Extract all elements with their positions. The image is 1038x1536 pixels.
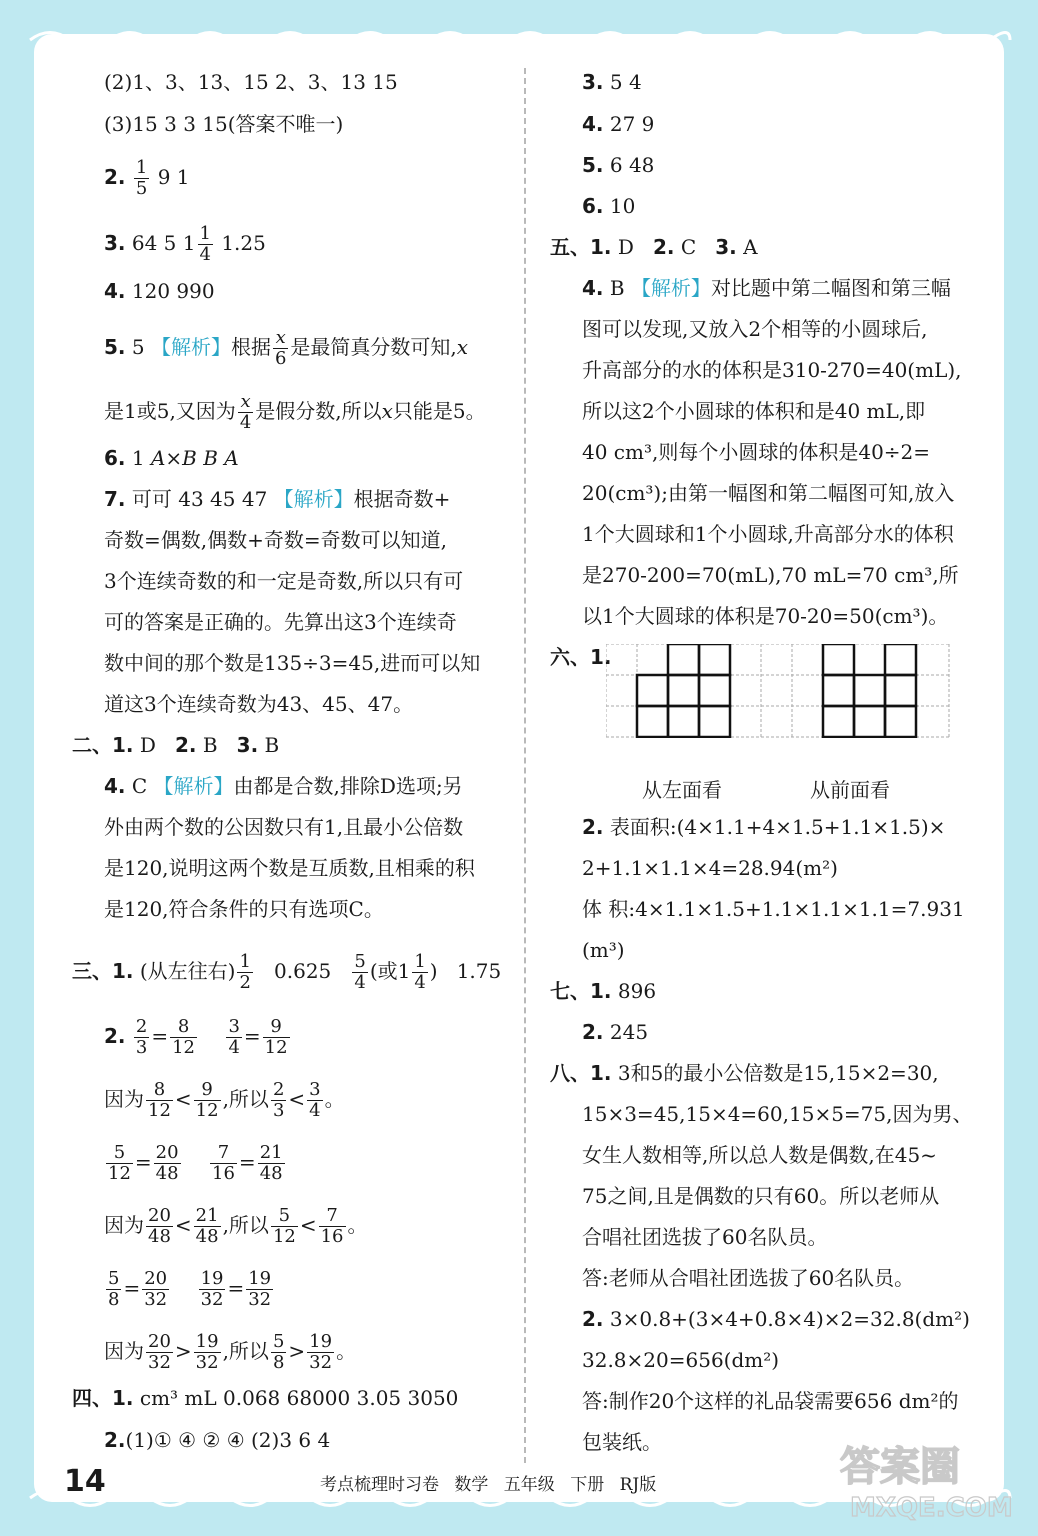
- answer-line: 合唱社团选拔了60名队员。: [582, 1225, 828, 1249]
- fraction: $\frac{8}{12}$: [172, 1016, 195, 1058]
- footer-title: 考点梳理时习卷 数学 五年级 下册 RJ版: [320, 1475, 657, 1495]
- answer-line: 40 cm³,则每个小圆球的体积是40÷2=: [582, 440, 931, 464]
- section-4-q2: 2.(1)① ④ ② ④ (2)3 6 4: [104, 1428, 331, 1452]
- equality-row: $\frac{5}{8}$ = $\frac{20}{32}$ $\frac{19}{32}$ = $\frac{19}{32}$: [108, 1268, 272, 1310]
- section-8: 八、1. 3和5的最小公倍数是15,15×2=30,: [550, 1061, 939, 1085]
- fraction: $\frac{5}{8}$: [108, 1268, 120, 1310]
- watermark-url: MXQE.COM: [850, 1493, 1013, 1523]
- fraction: $\frac{x}{4}$: [239, 391, 252, 433]
- section-3-q2: 2. $\frac{2}{3}$ = $\frac{8}{12}$ $\frac{3}{4}$ = $\frac{9}{12}$: [104, 1016, 288, 1058]
- answer-line: 答:制作20个这样的礼品袋需要656 dm²的: [582, 1389, 959, 1413]
- fraction: $\frac{19}{32}$: [309, 1331, 333, 1373]
- section-5: 五、1. D 2. C 3. A: [550, 235, 758, 259]
- answer-line: (m³): [582, 938, 625, 962]
- answer-line: 32.8×20=656(dm²): [582, 1348, 780, 1372]
- fraction: $\frac{8}{12}$: [148, 1079, 171, 1121]
- fraction: $\frac{2}{3}$: [135, 1016, 148, 1058]
- answer-line: 5. 6 48: [582, 153, 655, 177]
- view-grid: [606, 644, 950, 738]
- answer-q5: 5. 5 【解析】根据 $\frac{x}{6}$ 是最简真分数可知,x: [104, 327, 469, 369]
- answer-line: 升高部分的水的体积是310-270=40(mL),: [582, 358, 962, 382]
- fraction: $\frac{2}{3}$: [272, 1079, 285, 1121]
- answer-line: 可的答案是正确的。先算出这3个连续奇: [104, 610, 457, 634]
- fraction: $\frac{1}{4}$: [199, 223, 211, 265]
- answer-q3: 3. 64 5 1 $\frac{1}{4}$ 1.25: [104, 223, 266, 265]
- answer-line: 数中间的那个数是135÷3=45,进而可以知: [104, 651, 481, 675]
- answer-line: 3. 5 4: [582, 70, 642, 94]
- fraction: $\frac{19}{32}$: [195, 1331, 219, 1373]
- answer-q7: 7. 可可 43 45 47 【解析】根据奇数+: [104, 487, 451, 511]
- fraction: $\frac{3}{4}$: [228, 1016, 240, 1058]
- fraction: $\frac{3}{4}$: [309, 1079, 321, 1121]
- fraction: $\frac{1}{2}$: [239, 951, 251, 993]
- watermark-title: 答案圈: [840, 1444, 960, 1490]
- fraction: $\frac{x}{6}$: [274, 327, 287, 369]
- section-7-q2: 2. 245: [582, 1020, 649, 1044]
- fraction: $\frac{9}{12}$: [195, 1079, 219, 1121]
- answer-line: 包装纸。: [582, 1430, 662, 1454]
- front-view-shape: [823, 644, 916, 737]
- answer-q2: 2. $\frac{1}{5}$ 9 1: [104, 157, 190, 199]
- compare-row: 因为 $\frac{8}{12}$ < $\frac{9}{12}$ ,所以 $\frac{2}{3}$ < $\frac{3}{4}$ 。: [104, 1079, 345, 1121]
- top-wave-border: [0, 20, 1038, 60]
- answer-line: 4. 27 9: [582, 112, 655, 136]
- answer-line: 20(cm³);由第一幅图和第二幅图可知,放入: [582, 481, 955, 505]
- answer-line: 是270-200=70(mL),70 mL=70 cm³,所: [582, 563, 959, 587]
- fraction: $\frac{20}{32}$: [148, 1331, 171, 1373]
- section-2-q4: 4. C 【解析】由都是合数,排除D选项;另: [104, 774, 463, 798]
- answer-line: 是120,符合条件的只有选项C。: [104, 897, 384, 921]
- fraction: $\frac{21}{48}$: [195, 1205, 219, 1247]
- page-number: 14: [64, 1464, 106, 1499]
- section-3: 三、1. (从左往右) $\frac{1}{2}$ 0.625 $\frac{5}{4}$ (或1 $\frac{1}{4}$ ) 1.75: [72, 951, 502, 993]
- answer-q4: 4. 120 990: [104, 279, 215, 303]
- answer-line: 女生人数相等,所以总人数是偶数,在45~: [582, 1143, 937, 1167]
- answer-line: 以1个大圆球的体积是70-20=50(cm³)。: [582, 604, 949, 628]
- answer-line: 所以这2个小圆球的体积和是40 mL,即: [582, 399, 926, 423]
- answer-line: 75之间,且是偶数的只有60。所以老师从: [582, 1184, 940, 1208]
- caption-front-view: 从前面看: [810, 778, 890, 802]
- fraction: $\frac{7}{16}$: [212, 1142, 235, 1184]
- answer-line: 体 积:4×1.1×1.5+1.1×1.1×1.1=7.931: [582, 897, 965, 921]
- fraction: $\frac{5}{4}$: [354, 951, 366, 993]
- answer-line: 道这3个连续奇数为43、45、47。: [104, 692, 414, 716]
- answer-line: 奇数=偶数,偶数+奇数=奇数可以知道,: [104, 528, 447, 552]
- answer-line: 图可以发现,又放入2个相等的小圆球后,: [582, 317, 928, 341]
- fraction: $\frac{19}{32}$: [200, 1268, 224, 1310]
- fraction: $\frac{21}{48}$: [259, 1142, 283, 1184]
- equality-row: $\frac{5}{12}$ = $\frac{20}{48}$ $\frac{7}{16}$ = $\frac{21}{48}$: [108, 1142, 283, 1184]
- section-7: 七、1. 896: [550, 979, 657, 1003]
- fraction: $\frac{5}{12}$: [272, 1205, 296, 1247]
- section-2: 二、1. D 2. B 3. B: [72, 733, 280, 757]
- compare-row: 因为 $\frac{20}{48}$ < $\frac{21}{48}$ ,所以 $\frac{5}{12}$ < $\frac{7}{16}$ 。: [104, 1205, 368, 1247]
- answer-line: 外由两个数的公因数只有1,且最小公倍数: [104, 815, 464, 839]
- section-6-q2: 2. 表面积:(4×1.1+4×1.5+1.1×1.5)×: [582, 815, 946, 839]
- section-6-label: 六、1.: [550, 645, 612, 669]
- fraction: $\frac{7}{16}$: [320, 1205, 344, 1247]
- answer-line: (2)1、3、13、15 2、3、13 15: [104, 70, 398, 94]
- fraction: $\frac{1}{4}$: [414, 951, 426, 993]
- section-8-q2: 2. 3×0.8+(3×4+0.8×4)×2=32.8(dm²): [582, 1307, 970, 1331]
- fraction: $\frac{20}{32}$: [144, 1268, 168, 1310]
- answer-line: 是120,说明这两个数是互质数,且相乘的积: [104, 856, 475, 880]
- answer-q6: 6. 1 A×B B A: [104, 446, 239, 470]
- answer-line: 1个大圆球和1个小圆球,升高部分水的体积: [582, 522, 954, 546]
- answer-line: 15×3=45,15×4=60,15×5=75,因为男、: [582, 1102, 973, 1126]
- answer-line: 2+1.1×1.1×4=28.94(m²): [582, 856, 838, 880]
- grid-background: [606, 644, 949, 737]
- answer-line: (3)15 3 3 15(答案不唯一): [104, 112, 344, 136]
- fraction: $\frac{9}{12}$: [264, 1016, 288, 1058]
- answer-q5-cont: 是1或5,又因为 $\frac{x}{4}$ 是假分数,所以x只能是5。: [104, 391, 486, 433]
- section-5-q4: 4. B 【解析】对比题中第二幅图和第三幅: [582, 276, 951, 300]
- answer-line: 答:老师从合唱社团选拔了60名队员。: [582, 1266, 915, 1290]
- fraction: $\frac{20}{48}$: [148, 1205, 171, 1247]
- fraction: $\frac{20}{48}$: [155, 1142, 179, 1184]
- answer-line: 3个连续奇数的和一定是奇数,所以只有可: [104, 569, 464, 593]
- left-view-shape: [637, 644, 730, 737]
- watermark-logo: [830, 1428, 1030, 1528]
- compare-row: 因为 $\frac{20}{32}$ > $\frac{19}{32}$ ,所以 $\frac{5}{8}$ > $\frac{19}{32}$ 。: [104, 1331, 357, 1373]
- fraction: $\frac{1}{5}$: [135, 157, 148, 199]
- fraction: $\frac{5}{12}$: [108, 1142, 131, 1184]
- fraction: $\frac{19}{32}$: [248, 1268, 272, 1310]
- fraction: $\frac{5}{8}$: [272, 1331, 285, 1373]
- caption-left-view: 从左面看: [642, 778, 722, 802]
- section-4: 四、1. cm³ mL 0.068 68000 3.05 3050: [72, 1386, 459, 1410]
- column-divider: [524, 68, 526, 1463]
- answer-line: 6. 10: [582, 194, 636, 218]
